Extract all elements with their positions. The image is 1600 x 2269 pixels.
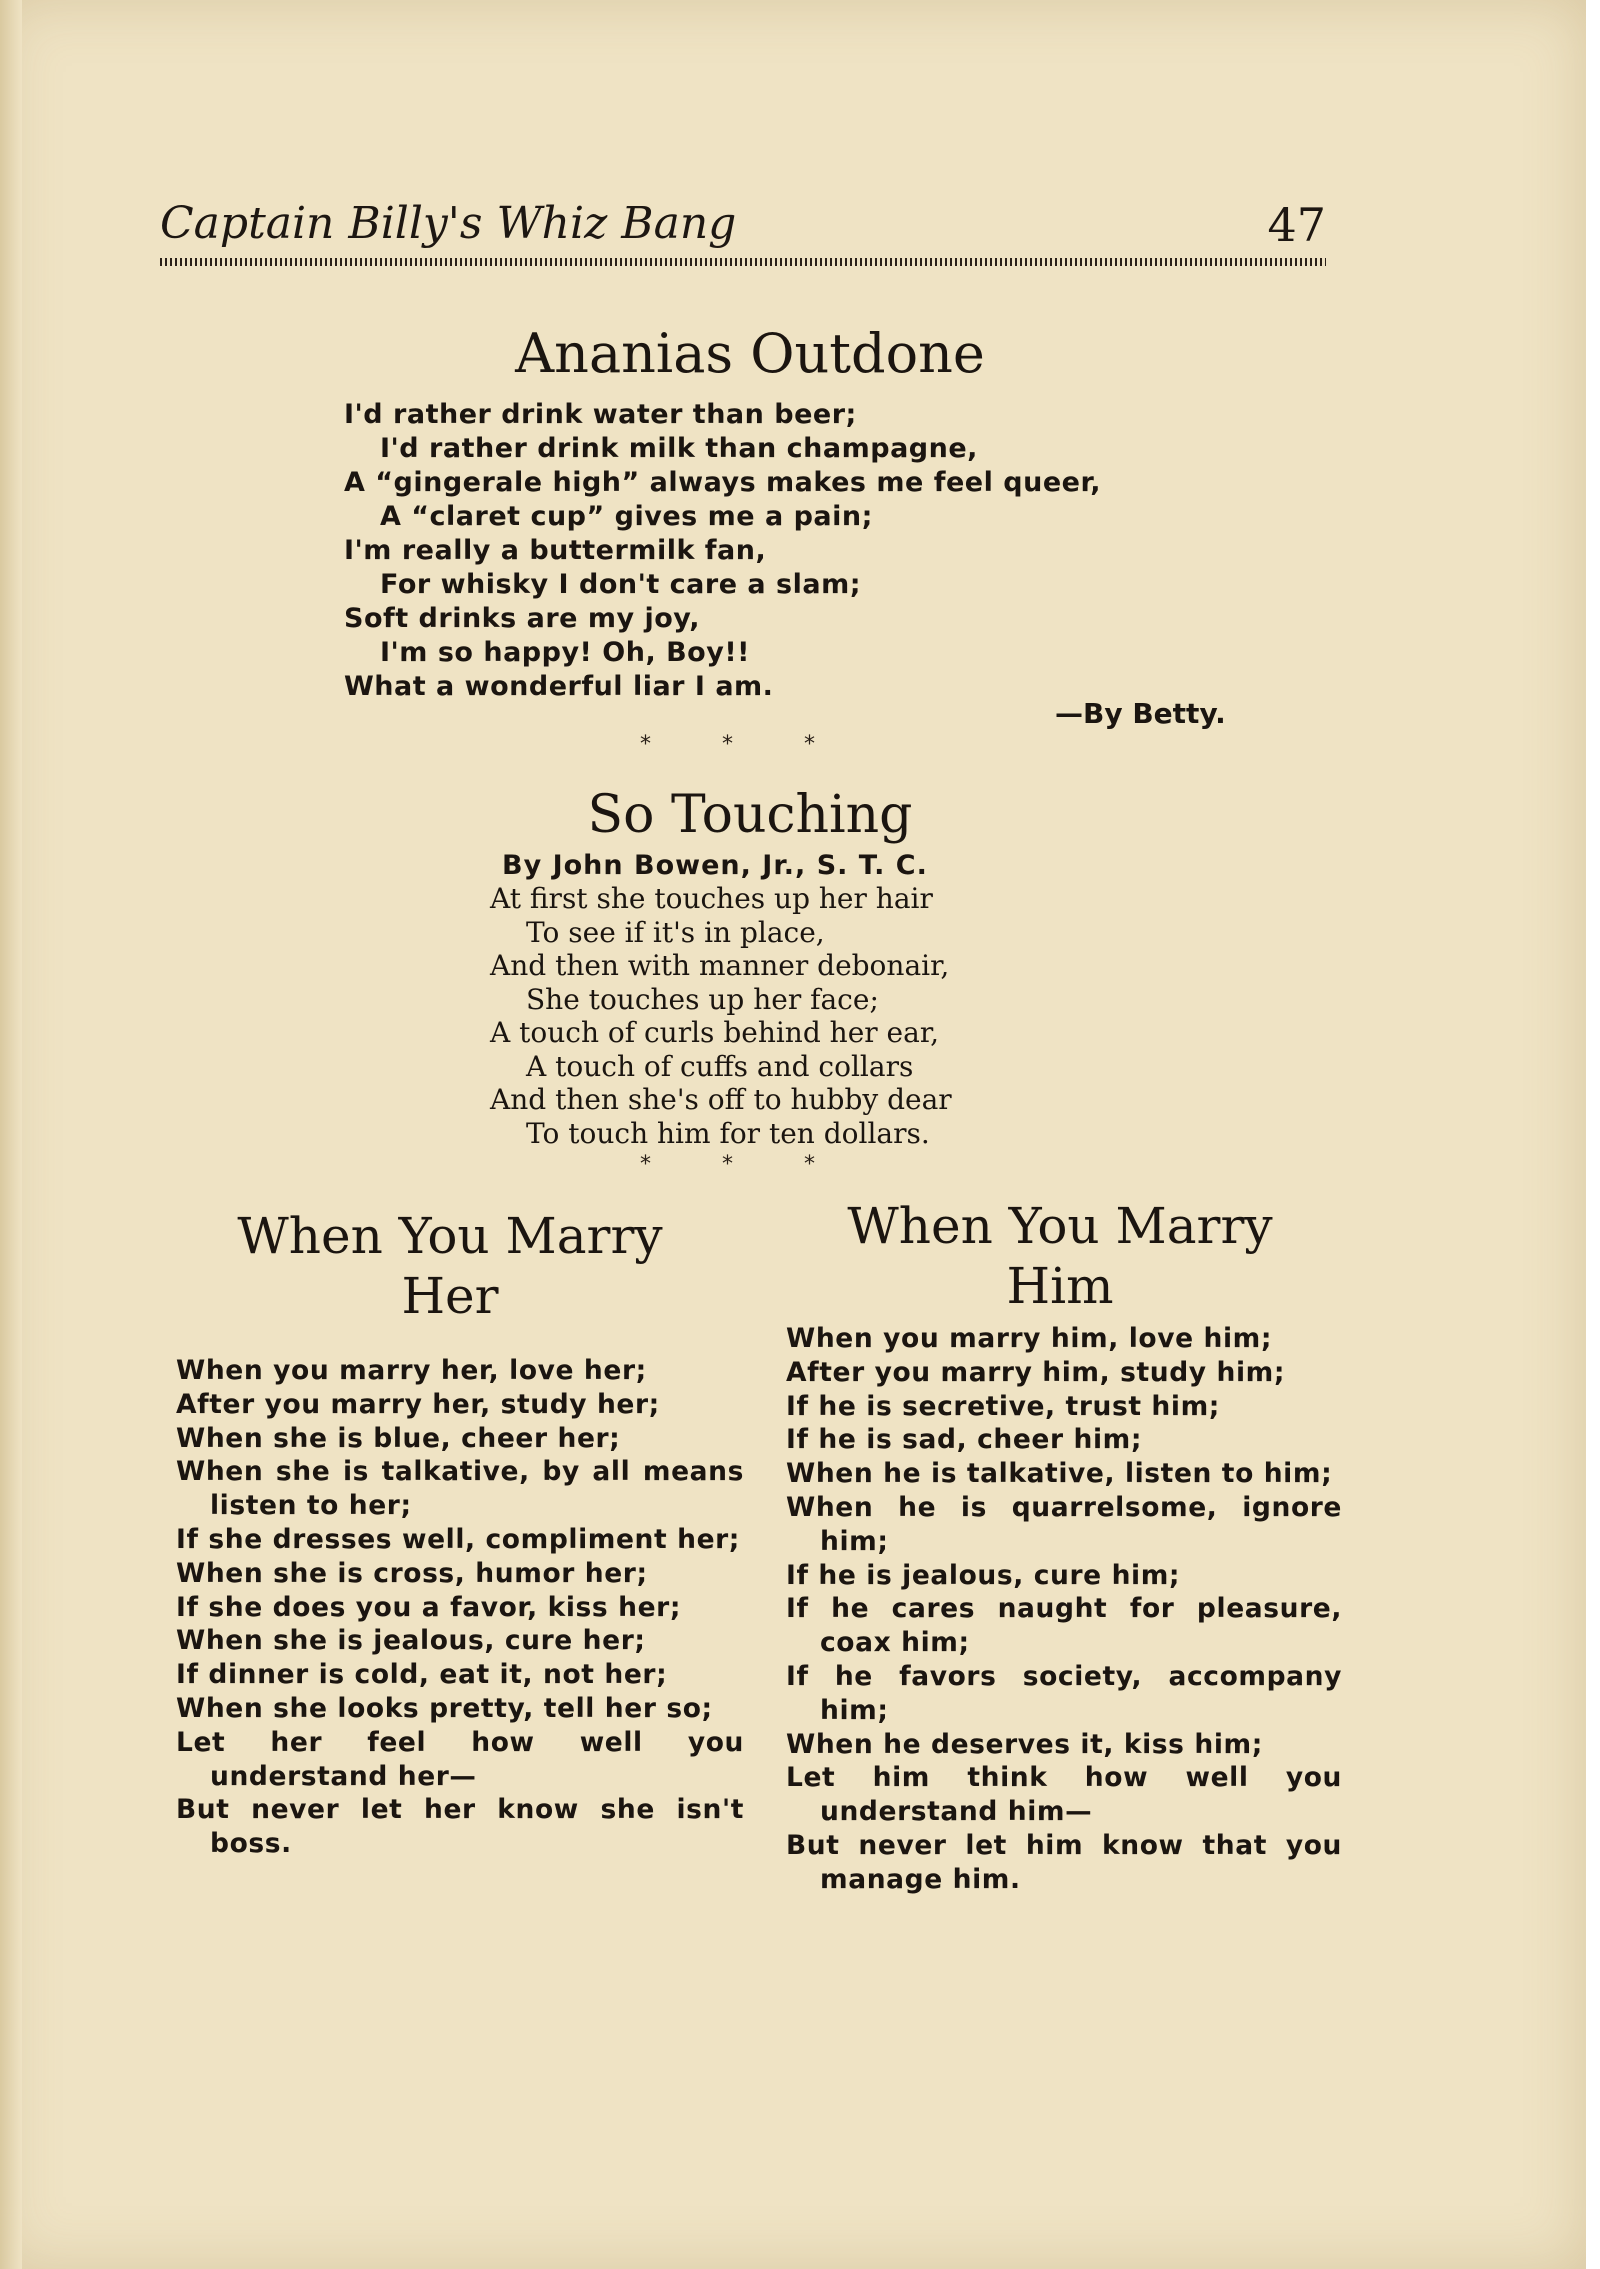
poem-line: Soft drinks are my joy, — [344, 603, 701, 634]
poem-line: To see if it's in place, — [526, 915, 825, 949]
poem-line: For whisky I don't care a slam; — [380, 569, 862, 600]
poem-line: At first she touches up her hair — [490, 882, 933, 915]
poem-line: Let her feel how well you understand her— — [176, 1726, 744, 1792]
magazine-title: Captain Billy's Whiz Bang — [160, 198, 737, 249]
ananias-poem — [344, 398, 1101, 704]
poem-line: A “gingerale high” always makes me feel queer, — [344, 467, 1102, 498]
page-number: 47 — [1267, 198, 1326, 252]
touching-byline: By John Bowen, Jr., S. T. C. — [502, 850, 928, 881]
page-edge — [0, 0, 22, 2269]
poem-line: If he favors society, accompany him; — [786, 1660, 1342, 1726]
poem-line: Let him think how well you understand him— — [786, 1762, 1342, 1828]
marry-her-poem — [176, 1354, 744, 1861]
marry-him-title-line2: Him — [1006, 1257, 1114, 1315]
touching-poem — [490, 882, 952, 1150]
poem-line: If she does you a favor, kiss her; — [176, 1591, 682, 1623]
poem-line: When you marry him, love him; — [786, 1323, 1273, 1354]
poem-line: And then with manner debonair, — [490, 949, 950, 982]
poem-line: When he deserves it, kiss him; — [786, 1728, 1263, 1760]
marry-her-title-line1: When You Marry — [237, 1207, 663, 1265]
ananias-credit: —By Betty. — [1055, 697, 1226, 730]
poem-line: She touches up her face; — [526, 982, 879, 1016]
poem-line: I'd rather drink water than beer; — [344, 399, 857, 430]
poem-line: When she is talkative, by all means listen to her; — [176, 1456, 744, 1522]
marry-her-title-line2: Her — [401, 1267, 499, 1325]
header-rule — [160, 258, 1326, 266]
poem-line: A touch of cuffs and collars — [526, 1049, 914, 1083]
marry-him-poem — [786, 1322, 1342, 1897]
poem-line: When he is talkative, listen to him; — [786, 1458, 1333, 1490]
poem-line: A touch of curls behind her ear, — [490, 1016, 940, 1049]
touching-title: So Touching — [587, 785, 913, 845]
poem-line: If he is jealous, cure him; — [786, 1559, 1181, 1591]
separator-stars: * * * — [640, 732, 815, 757]
poem-line: And then she's off to hubby dear — [490, 1083, 952, 1116]
poem-line: After you marry him, study him; — [786, 1356, 1286, 1388]
poem-line: After you marry her, study her; — [176, 1388, 660, 1420]
poem-line: But never let him know that you manage him. — [786, 1829, 1342, 1895]
poem-line: When she is cross, humor her; — [176, 1557, 648, 1589]
poem-line: If he is secretive, trust him; — [786, 1390, 1220, 1422]
poem-line: When she is jealous, cure her; — [176, 1625, 646, 1657]
poem-line: A “claret cup” gives me a pain; — [380, 501, 873, 532]
poem-line: If dinner is cold, eat it, not her; — [176, 1659, 668, 1691]
separator-stars: * * * — [640, 1152, 815, 1177]
poem-line: But never let her know she isn't boss. — [176, 1794, 744, 1860]
poem-line: What a wonderful liar I am. — [344, 671, 774, 702]
poem-line: If he cares naught for pleasure, coax him; — [786, 1593, 1342, 1659]
poem-line: If she dresses well, compliment her; — [176, 1523, 741, 1555]
poem-line: I'm so happy! Oh, Boy!! — [380, 637, 750, 668]
running-header — [160, 198, 1326, 258]
marry-him-title-line1: When You Marry — [847, 1197, 1273, 1255]
poem-line: When she is blue, cheer her; — [176, 1422, 621, 1454]
poem-line: If he is sad, cheer him; — [786, 1424, 1143, 1456]
poem-line: To touch him for ten dollars. — [526, 1116, 930, 1150]
poem-line: When you marry her, love her; — [176, 1355, 647, 1386]
poem-line: I'd rather drink milk than champagne, — [380, 433, 978, 464]
ananias-title: Ananias Outdone — [515, 322, 985, 385]
marry-her-title — [160, 1206, 740, 1326]
poem-line: I'm really a buttermilk fan, — [344, 535, 767, 566]
marry-him-title — [770, 1196, 1350, 1316]
poem-line: When he is quarrelsome, ignore him; — [786, 1491, 1342, 1557]
poem-line: When she looks pretty, tell her so; — [176, 1692, 713, 1724]
